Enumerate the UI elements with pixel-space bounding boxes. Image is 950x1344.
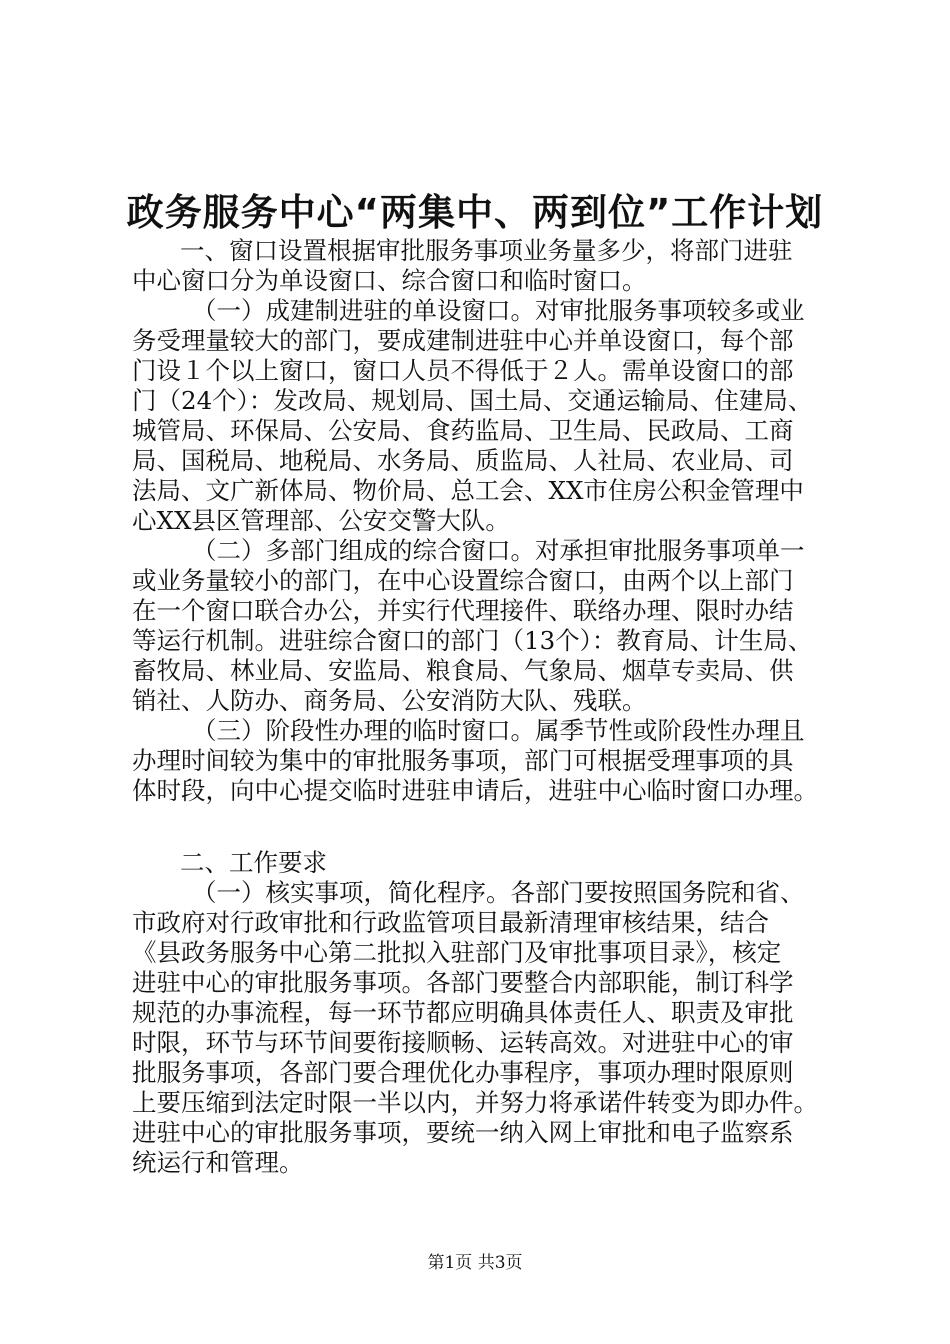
- section2-paragraph-1: [132, 878, 857, 1178]
- text-line: 等运行机制。进驻综合窗口的部门（13个）：教育局、计生局、: [132, 626, 813, 655]
- text-line: 门（24个）：发改局、规划局、国土局、交通运输局、住建局、: [132, 386, 813, 415]
- text-line: 规范的办事流程，每一环节都应明确具体责任人、职责及审批: [132, 998, 794, 1027]
- section1-paragraph-1: [132, 296, 857, 536]
- text-line: 销社、人防办、商务局、公安消防大队、残联。: [132, 686, 647, 715]
- text-line: 法局、文广新体局、物价局、总工会、XX市住房公积金管理中: [132, 476, 804, 505]
- paragraph-gap: [132, 806, 857, 848]
- text-line: 时限，环节与环节间要衔接顺畅、运转高效。对进驻中心的审: [132, 1028, 794, 1057]
- text-line: 办理时间较为集中的审批服务事项，部门可根据受理事项的具: [132, 746, 794, 775]
- text-line: 或业务量较小的部门，在中心设置综合窗口，由两个以上部门: [132, 566, 794, 595]
- text-line: （一）成建制进驻的单设窗口。对审批服务事项较多或业: [192, 296, 805, 325]
- document-body: [132, 236, 857, 1178]
- text-line: 务受理量较大的部门，要成建制进驻中心并单设窗口，每个部: [132, 326, 794, 355]
- text-line: 局、国税局、地税局、水务局、质监局、人社局、农业局、司: [132, 446, 794, 475]
- page-footer: 第1页 共3页: [427, 1253, 523, 1273]
- text-line: （一）核实事项，简化程序。各部门要按照国务院和省、: [192, 878, 805, 907]
- text-line: 城管局、环保局、公安局、食药监局、卫生局、民政局、工商: [132, 416, 794, 445]
- text-line: 进驻中心的审批服务事项，要统一纳入网上审批和电子监察系: [132, 1118, 794, 1147]
- text-line: 一、窗口设置根据审批服务事项业务量多少，将部门进驻: [180, 236, 793, 265]
- text-line: 门设１个以上窗口，窗口人员不得低于２人。需单设窗口的部: [132, 356, 794, 385]
- text-line: （二）多部门组成的综合窗口。对承担审批服务事项单一: [192, 536, 805, 565]
- text-line: 在一个窗口联合办公，并实行代理接件、联络办理、限时办结: [132, 596, 794, 625]
- section1-intro: [132, 236, 857, 296]
- section1-paragraph-3: [132, 716, 857, 806]
- text-line: 畜牧局、林业局、安监局、粮食局、气象局、烟草专卖局、供: [132, 656, 794, 685]
- text-line: （三）阶段性办理的临时窗口。属季节性或阶段性办理且: [192, 716, 805, 745]
- text-line: 市政府对行政审批和行政监管项目最新清理审核结果，结合: [132, 908, 769, 937]
- page-title: 政务服务中心“两集中、两到位”工作计划: [126, 191, 824, 234]
- text-line: 体时段，向中心提交临时进驻申请后，进驻中心临时窗口办理。: [132, 776, 818, 805]
- text-line: 上要压缩到法定时限一半以内，并努力将承诺件转变为即办件。: [132, 1088, 818, 1117]
- text-line: 中心窗口分为单设窗口、综合窗口和临时窗口。: [132, 266, 647, 295]
- text-line: 统运行和管理。: [132, 1148, 304, 1177]
- section1-paragraph-2: [132, 536, 857, 716]
- text-line: 批服务事项，各部门要合理优化办事程序，事项办理时限原则: [132, 1058, 794, 1087]
- section2-heading: 二、工作要求: [180, 848, 327, 877]
- text-line: 进驻中心的审批服务事项。各部门要整合内部职能，制订科学: [132, 968, 794, 997]
- text-line: 心XX县区管理部、公安交警大队。: [132, 506, 510, 535]
- text-line: 《县政务服务中心第二批拟入驻部门及审批事项目录》，核定: [132, 938, 782, 967]
